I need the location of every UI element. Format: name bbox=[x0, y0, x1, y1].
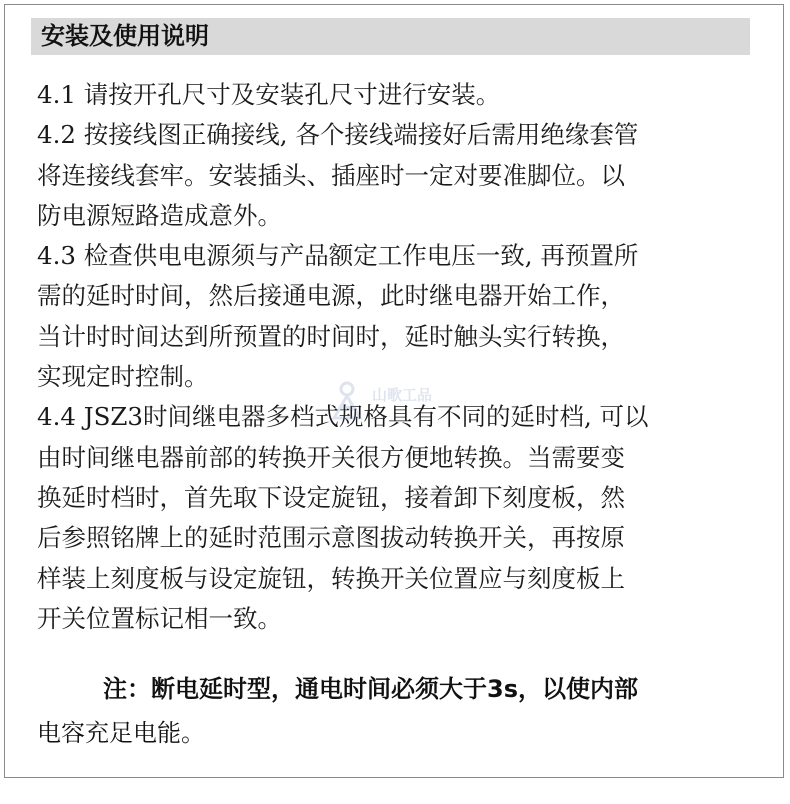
body-line: 实现定时控制。 bbox=[37, 362, 209, 392]
body-line: 4.3 检查供电电源须与产品额定工作电压一致, 再预置所 bbox=[37, 241, 639, 271]
instructions-body bbox=[37, 75, 751, 639]
body-line: 需的延时时间，然后接通电源，此时继电器开始工作， bbox=[37, 281, 625, 311]
body-line: 将连接线套牢。安装插头、插座时一定对要准脚位。以 bbox=[37, 160, 625, 190]
body-line: 换延时档时，首先取下设定旋钮，接着卸下刻度板，然 bbox=[37, 482, 625, 512]
section-title: 安装及使用说明 bbox=[41, 22, 209, 50]
body-line: 样装上刻度板与设定旋钮，转换开关位置应与刻度板上 bbox=[37, 563, 625, 593]
body-line: 防电源短路造成意外。 bbox=[37, 200, 282, 230]
section-header-bar bbox=[31, 18, 750, 55]
watermark-logo-icon bbox=[330, 380, 364, 422]
watermark-text: 山歌工品 bbox=[372, 386, 433, 404]
watermark bbox=[330, 378, 460, 428]
body-line: 4.1 请按开孔尺寸及安装孔尺寸进行安装。 bbox=[37, 80, 501, 109]
body-line: 开关位置标记相一致。 bbox=[37, 603, 282, 633]
body-line: 4.2 按接线图正确接线, 各个接线端接好后需用绝缘套管 bbox=[37, 120, 639, 150]
note-block bbox=[37, 667, 753, 755]
body-line: 后参照铭牌上的延时范围示意图拔动转换开关，再按原 bbox=[37, 523, 625, 553]
note-line: 注：断电延时型，通电时间必须大于3s，以使内部 bbox=[103, 675, 638, 703]
body-line: 由时间继电器前部的转换开关很方便地转换。当需要变 bbox=[37, 442, 625, 472]
body-line: 当计时时间达到所预置的时间时，延时触头实行转换， bbox=[37, 321, 625, 351]
body-line: 4.4 JSZ3时间继电器多档式规格具有不同的延时档, 可以 bbox=[37, 402, 649, 432]
note-line: 电容充足电能。 bbox=[37, 719, 205, 747]
